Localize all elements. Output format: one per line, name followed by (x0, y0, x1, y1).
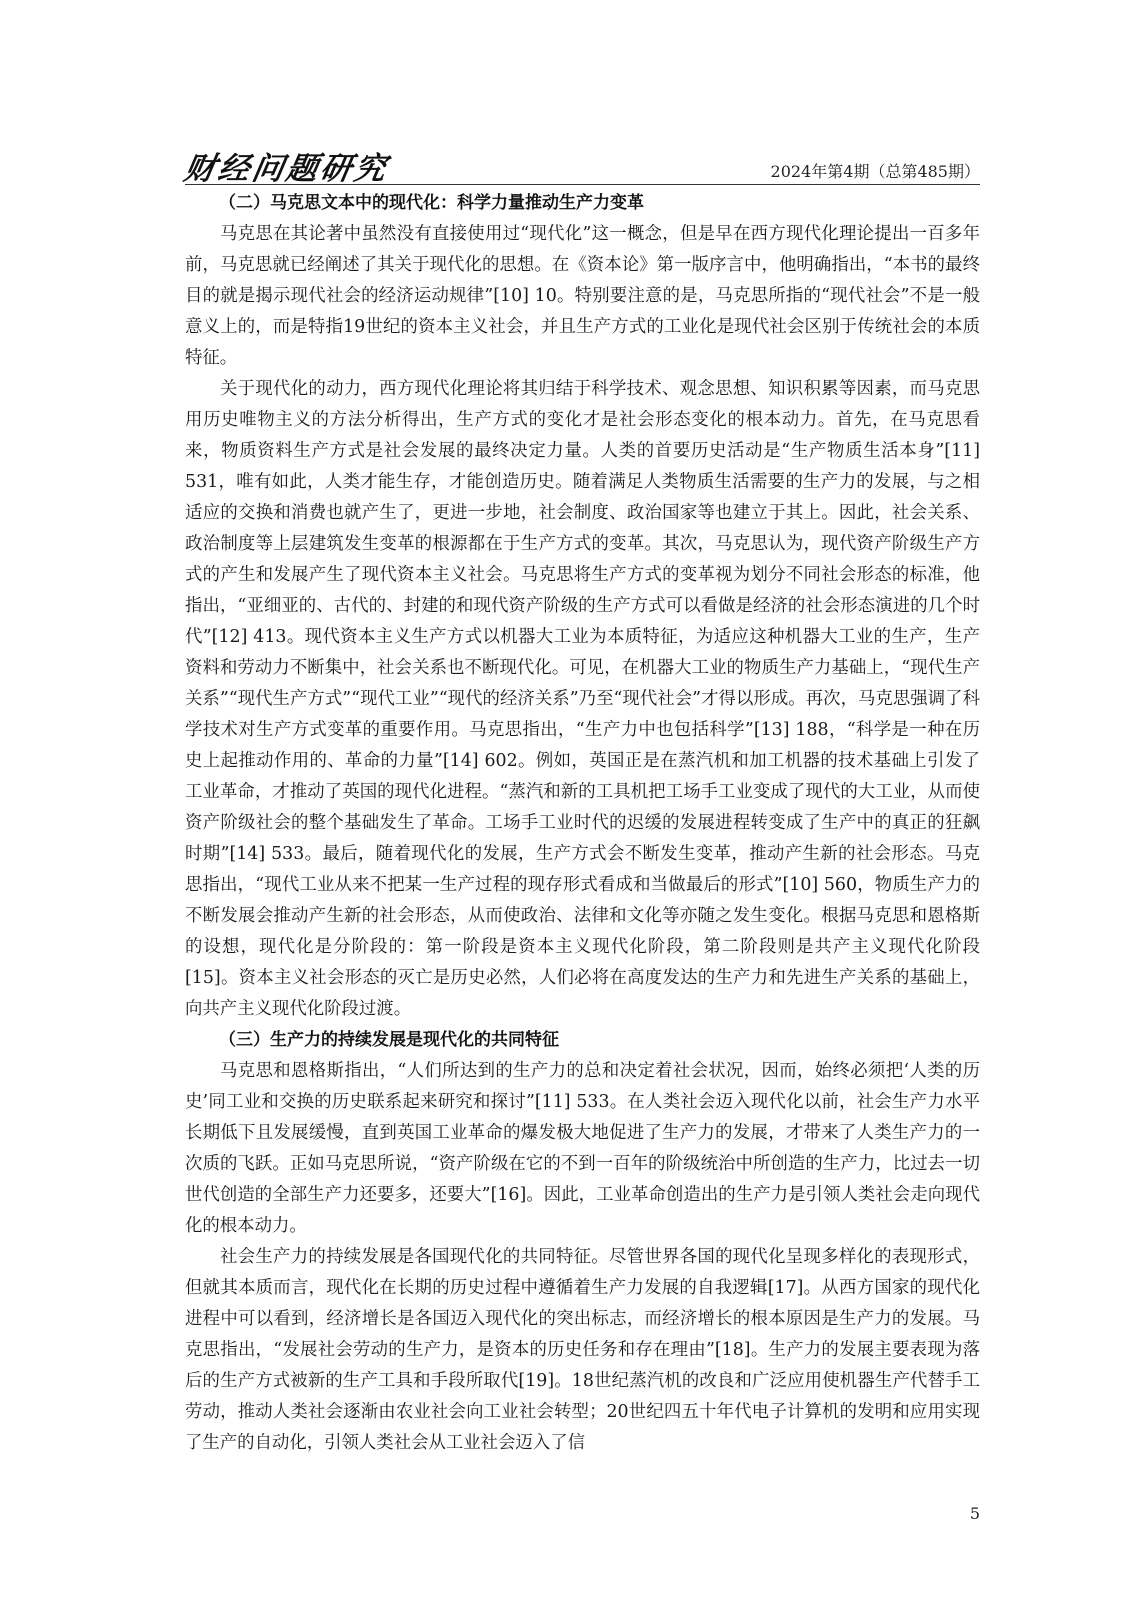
journal-logo: 财经问题研究 (181, 151, 392, 187)
issue-info: 2024年第4期（总第485期） (770, 162, 980, 181)
page-number: 5 (969, 1504, 980, 1523)
page-header (181, 143, 980, 187)
section-heading: （三）生产力的持续发展是现代化的共同特征 (219, 1030, 559, 1050)
body-paragraph: 社会生产力的持续发展是各国现代化的共同特征。尽管世界各国的现代化呈现多样化的表现形式，但就其本质而言，现代化在长期的历史过程中遵循着生产力发展的自我逻辑[17]。从西方国家的现代化进程中可以看到，经济增长是各国迈入现代化的突出标志，而经济增长的根本原因是生产力的发展。马克思指出，“发展社会劳动的生产力，是资本的历史任务和存在理由”[18]。生产力的发展主要表现为落后的生产方式被新的生产工具和手段所取代[19]。18世纪蒸汽机的改良和广泛应用使机器生产代替手工劳动，推动人类社会逐渐由农业社会向工业社会转型；20世纪四五十年代电子计算机的发明和应用实现了生产的自动化，引领人类社会从工业社会迈入了信 (185, 1247, 980, 1453)
body-paragraph: 马克思在其论著中虽然没有直接使用过“现代化”这一概念，但是早在西方现代化理论提出一百多年前，马克思就已经阐述了其关于现代化的思想。在《资本论》第一版序言中，他明确指出，“本书的最终目的就是揭示现代社会的经济运动规律”[10] 10。特别要注意的是，马克思所指的“现代社会”不是一般意义上的，而是特指19世纪的资本主义社会，并且生产方式的工业化是现代社会区别于传统社会的本质特征。 (185, 224, 980, 368)
section-heading: （二）马克思文本中的现代化：科学力量推动生产力变革 (219, 193, 644, 213)
body-paragraph: 马克思和恩格斯指出，“人们所达到的生产力的总和决定着社会状况，因而，始终必须把‘人类的历史’同工业和交换的历史联系起来研究和探讨”[11] 533。在人类社会迈入现代化以前，社会生产力水平长期低下且发展缓慢，直到英国工业革命的爆发极大地促进了生产力的发展，才带来了人类生产力的一次质的飞跃。正如马克思所说，“资产阶级在它的不到一百年的阶级统治中所创造的生产力，比过去一切世代创造的全部生产力还要多，还要大”[16]。因此，工业革命创造出的生产力是引领人类社会走向现代化的根本动力。 (185, 1061, 980, 1236)
header-rule (185, 184, 980, 185)
body-paragraph: 关于现代化的动力，西方现代化理论将其归结于科学技术、观念思想、知识积累等因素，而马克思用历史唯物主义的方法分析得出，生产方式的变化才是社会形态变化的根本动力。首先，在马克思看来，物质资料生产方式是社会发展的最终决定力量。人类的首要历史活动是“生产物质生活本身”[11] 531，唯有如此，人类才能生存，才能创造历史。随着满足人类物质生活需要的生产力的发展，与之相适应的交换和消费也就产生了，更进一步地，社会制度、政治国家等也建立于其上。因此，社会关系、政治制度等上层建筑发生变革的根源都在于生产方式的变革。其次，马克思认为，现代资产阶级生产方式的产生和发展产生了现代资本主义社会。马克思将生产方式的变革视为划分不同社会形态的标准，他指出，“亚细亚的、古代的、封建的和现代资产阶级的生产方式可以看做是经济的社会形态演进的几个时代”[12] 413。现代资本主义生产方式以机器大工业为本质特征，为适应这种机器大工业的生产，生产资料和劳动力不断集中，社会关系也不断现代化。可见，在机器大工业的物质生产力基础上，“现代生产关系”“现代生产方式”“现代工业”“现代的经济关系”乃至“现代社会”才得以形成。再次，马克思强调了科学技术对生产方式变革的重要作用。马克思指出，“生产力中也包括科学”[13] 188，“科学是一种在历史上起推动作用的、革命的力量”[14] 602。例如，英国正是在蒸汽机和加工机器的技术基础上引发了工业革命，才推动了英国的现代化进程。“蒸汽和新的工具机把工场手工业变成了现代的大工业，从而使资产阶级社会的整个基础发生了革命。工场手工业时代的迟缓的发展进程转变成了生产中的真正的狂飙时期”[14] 533。最后，随着现代化的发展，生产方式会不断发生变革，推动产生新的社会形态。马克思指出，“现代工业从来不把某一生产过程的现存形式看成和当做最后的形式”[10] 560，物质生产力的不断发展会推动产生新的社会形态，从而使政治、法律和文化等亦随之发生变化。根据马克思和恩格斯的设想，现代化是分阶段的：第一阶段是资本主义现代化阶段，第二阶段则是共产主义现代化阶段[15]。资本主义社会形态的灭亡是历史必然，人们必将在高度发达的生产力和先进生产关系的基础上，向共产主义现代化阶段过渡。 (185, 379, 980, 1019)
article-body (185, 188, 980, 1459)
